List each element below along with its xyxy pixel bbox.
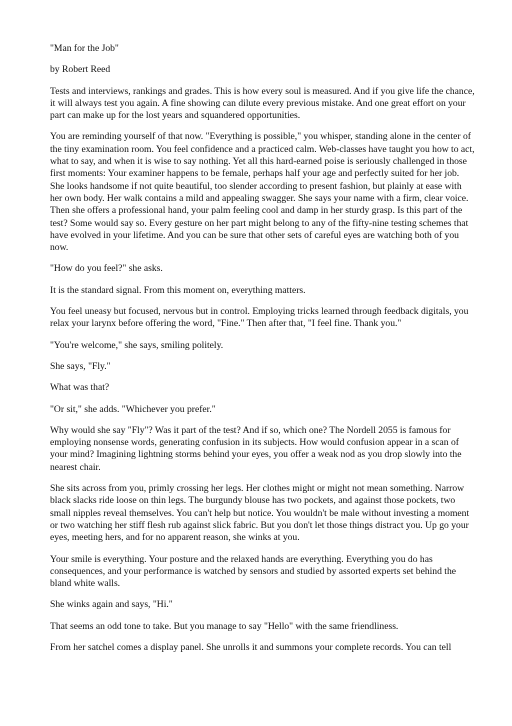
paragraph: She winks again and says, "Hi." [50, 599, 173, 611]
paragraph: You feel uneasy but focused, nervous but in control. Employing tricks learned through feedback digitals, you relax your larynx before offering the word, "Fine." Then after that, "I feel fine. Thank you." [50, 306, 469, 330]
paragraph: What was that? [50, 382, 110, 394]
paragraph: That seems an odd tone to take. But you manage to say "Hello" with the same friendliness. [50, 620, 399, 632]
paragraph: You are reminding yourself of that now. "Everything is possible," you whisper, standing alone in the center of the tiny examination room. You feel confidence and a practiced calm. Web-classes have taught you how to act, what to say, and when it is wise to say nothing. Yet all this hard-earned poise is seriously challenged in those first moments: Your examiner happens to be female, perhaps half your age and perfectly suited for her job. She looks handsome if not quite beautiful, too slender according to present fashion, but plainly at ease with her own body. Her walk contains a mild and appealing swagger. She says your name with a firm, clear voice. Then she offers a professional hand, your palm feeling cool and damp in her sturdy grasp. Is this part of the test? Some would say so. Every gesture on her part might belong to any of the fifty-nine testing schemes that have evolved in your lifetime. And you can be sure that other sets of careful eyes are watching both of you now. [50, 131, 475, 254]
paragraph: Your smile is everything. Your posture and the relaxed hands are everything. Everything you do has consequences, and your performance is watched by sensors and studied by assorted experts set behind the bland white walls. [50, 553, 457, 590]
paragraph: Tests and interviews, rankings and grades. This is how every soul is measured. And if you give life the chance, it will always test you again. A fine showing can dilute every previous mistake. And one great effort on your part can make up for the lost years and squandered opportunities. [50, 85, 475, 122]
paragraph: Why would she say "Fly"? Was it part of the test? And if so, which one? The Nordell 2055 is famous for employing nonsense words, generating confusion in its subjects. How would confusion appear in a scan of your mind? Imagining lightning storms behind your eyes, you offer a weak nod as you drop slowly into the nearest chair. [50, 424, 462, 473]
paragraph: "You're welcome," she says, smiling politely. [50, 339, 224, 351]
story-title: "Man for the Job" [50, 43, 119, 54]
document-page [50, 43, 475, 663]
paragraph: She says, "Fly." [50, 360, 111, 372]
paragraph: She sits across from you, primly crossing her legs. Her clothes might or might not mean something. Narrow black slacks ride loose on thin legs. The burgundy blouse has two pockets, and against those pockets, two small nipples reveal themselves. You can't help but notice. You wouldn't be male without investing a moment or two watching her stiff flesh rub against slick fabric. But you don't let those things distract you. Up go your eyes, meeting hers, and for no apparent reason, she winks at you. [50, 483, 470, 544]
paragraph: It is the standard signal. From this moment on, everything matters. [50, 284, 306, 296]
paragraph: From her satchel comes a display panel. She unrolls it and summons your complete records. You can tell [50, 641, 452, 653]
paragraph: "Or sit," she adds. "Whichever you prefer." [50, 403, 216, 415]
story-author: by Robert Reed [50, 64, 111, 76]
paragraph: "How do you feel?" she asks. [50, 263, 163, 275]
